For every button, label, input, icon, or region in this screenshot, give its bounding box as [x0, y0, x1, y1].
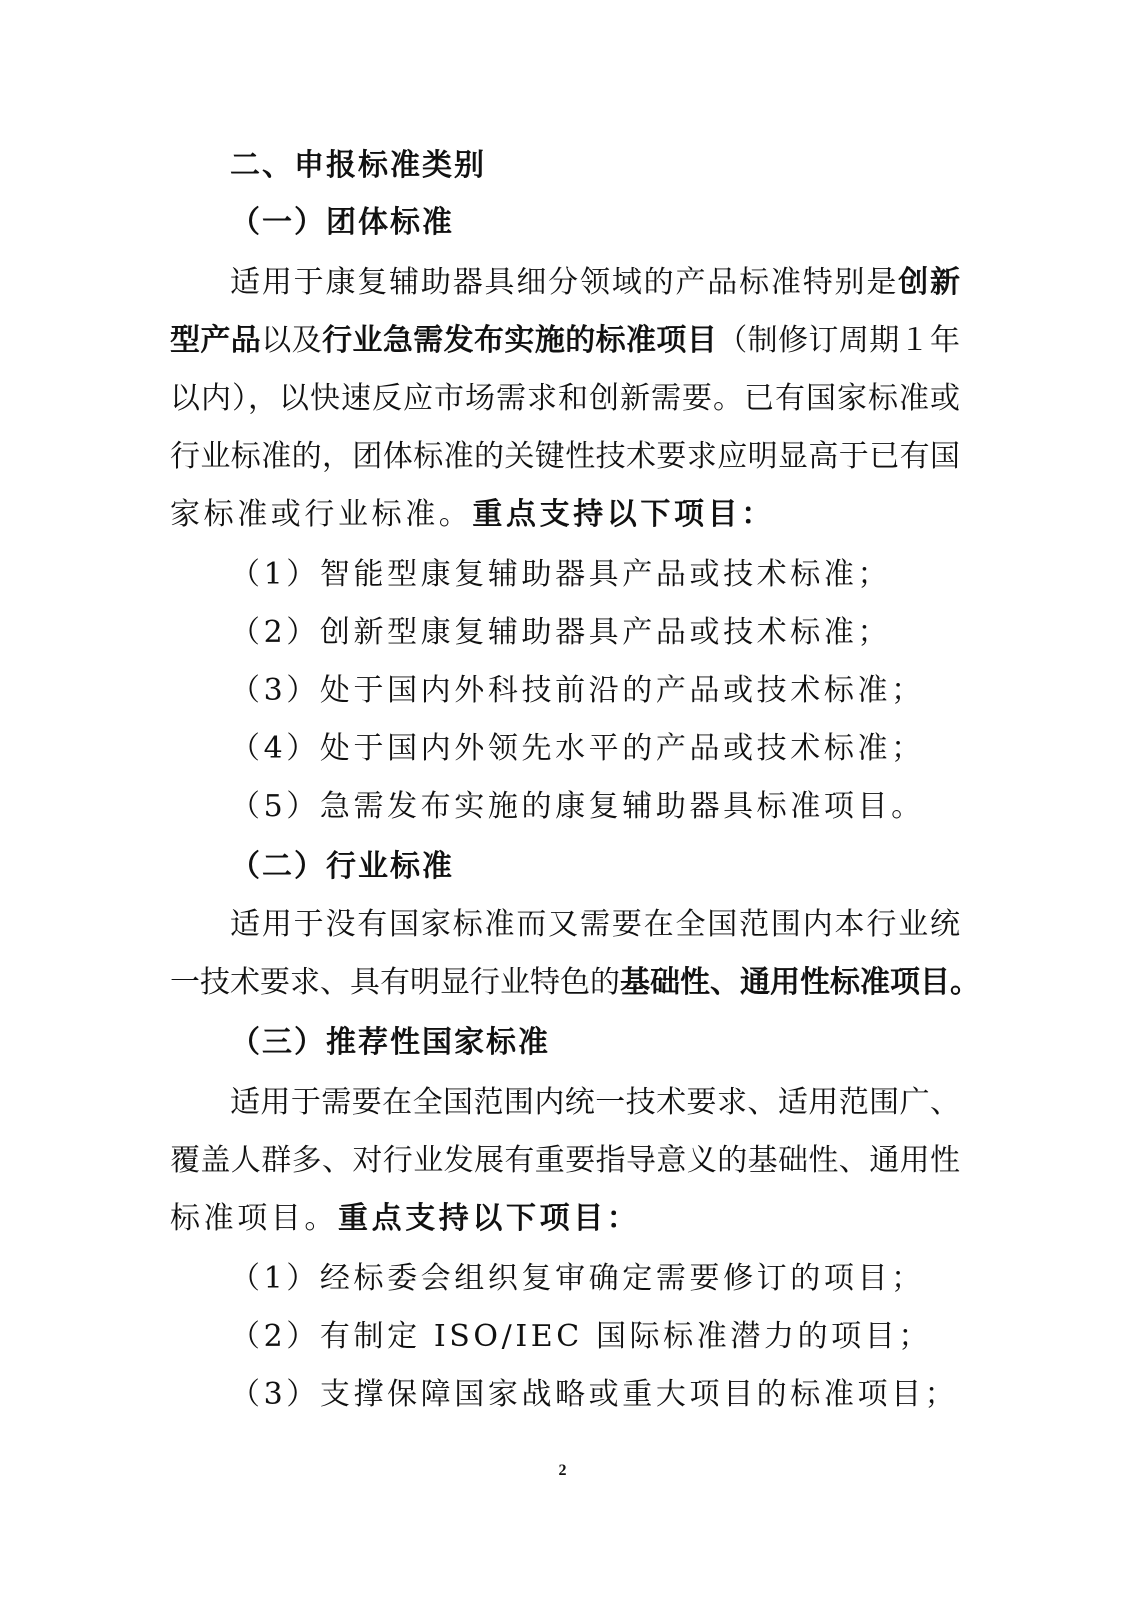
text-run: 适用于康复辅助器具细分领域的产品标准特别是 — [230, 265, 899, 300]
emphasis-run: 型产品 — [170, 323, 262, 358]
list-item: （1）经标委会组织复审确定需要修订的项目； — [230, 1261, 925, 1296]
industry-standard-heading: （二）行业标准 — [230, 849, 454, 884]
list-item: （3）处于国内外科技前沿的产品或技术标准； — [230, 673, 925, 708]
national-standard-heading: （三）推荐性国家标准 — [230, 1025, 550, 1060]
text-run: 以及 — [261, 323, 323, 358]
group-standard-paragraph-line-5 — [170, 495, 960, 535]
list-item: （2）有制定 ISO/IEC 国际标准潜力的项目； — [230, 1319, 932, 1354]
text-run: 一技术要求、具有明显行业特色的 — [170, 965, 620, 1000]
list-item: （1）智能型康复辅助器具产品或技术标准； — [230, 557, 892, 592]
emphasis-run: 基础性、通用性标准项目。 — [620, 965, 980, 1000]
emphasis-run: 行业急需发布实施的标准项目 — [322, 323, 718, 358]
emphasis-run: 创新 — [898, 265, 961, 300]
group-standard-heading: （一）团体标准 — [230, 205, 454, 240]
group-standard-paragraph-line-1 — [230, 263, 960, 303]
list-item: （3）支撑保障国家战略或重大项目的标准项目； — [230, 1377, 959, 1412]
national-standard-paragraph-line-2: 覆盖人群多、对行业发展有重要指导意义的基础性、通用性 — [170, 1143, 960, 1178]
emphasis-run: 重点支持以下项目： — [472, 497, 775, 532]
text-run: 家标准或行业标准。 — [170, 497, 473, 532]
group-standard-paragraph-line-3: 以内），以快速反应市场需求和创新需要。已有国家标准或 — [170, 381, 960, 416]
section-title: 二、申报标准类别 — [230, 148, 486, 183]
industry-standard-paragraph-line-1: 适用于没有国家标准而又需要在全国范围内本行业统 — [230, 907, 960, 942]
text-run: （制修订周期１年 — [717, 323, 961, 358]
list-item: （2）创新型康复辅助器具产品或技术标准； — [230, 615, 892, 650]
text-run: 标准项目。 — [170, 1201, 338, 1236]
group-standard-paragraph-line-4: 行业标准的，团体标准的关键性技术要求应明显高于已有国 — [170, 439, 960, 474]
industry-standard-paragraph-line-2 — [170, 963, 980, 1003]
national-standard-paragraph-line-1: 适用于需要在全国范围内统一技术要求、适用范围广、 — [230, 1085, 960, 1120]
page-number: 2 — [558, 1462, 567, 1479]
emphasis-run: 重点支持以下项目： — [338, 1201, 641, 1236]
list-item: （5）急需发布实施的康复辅助器具标准项目。 — [230, 789, 925, 824]
group-standard-paragraph-line-2 — [170, 321, 960, 361]
national-standard-paragraph-line-3 — [170, 1199, 960, 1239]
list-item: （4）处于国内外领先水平的产品或技术标准； — [230, 731, 925, 766]
